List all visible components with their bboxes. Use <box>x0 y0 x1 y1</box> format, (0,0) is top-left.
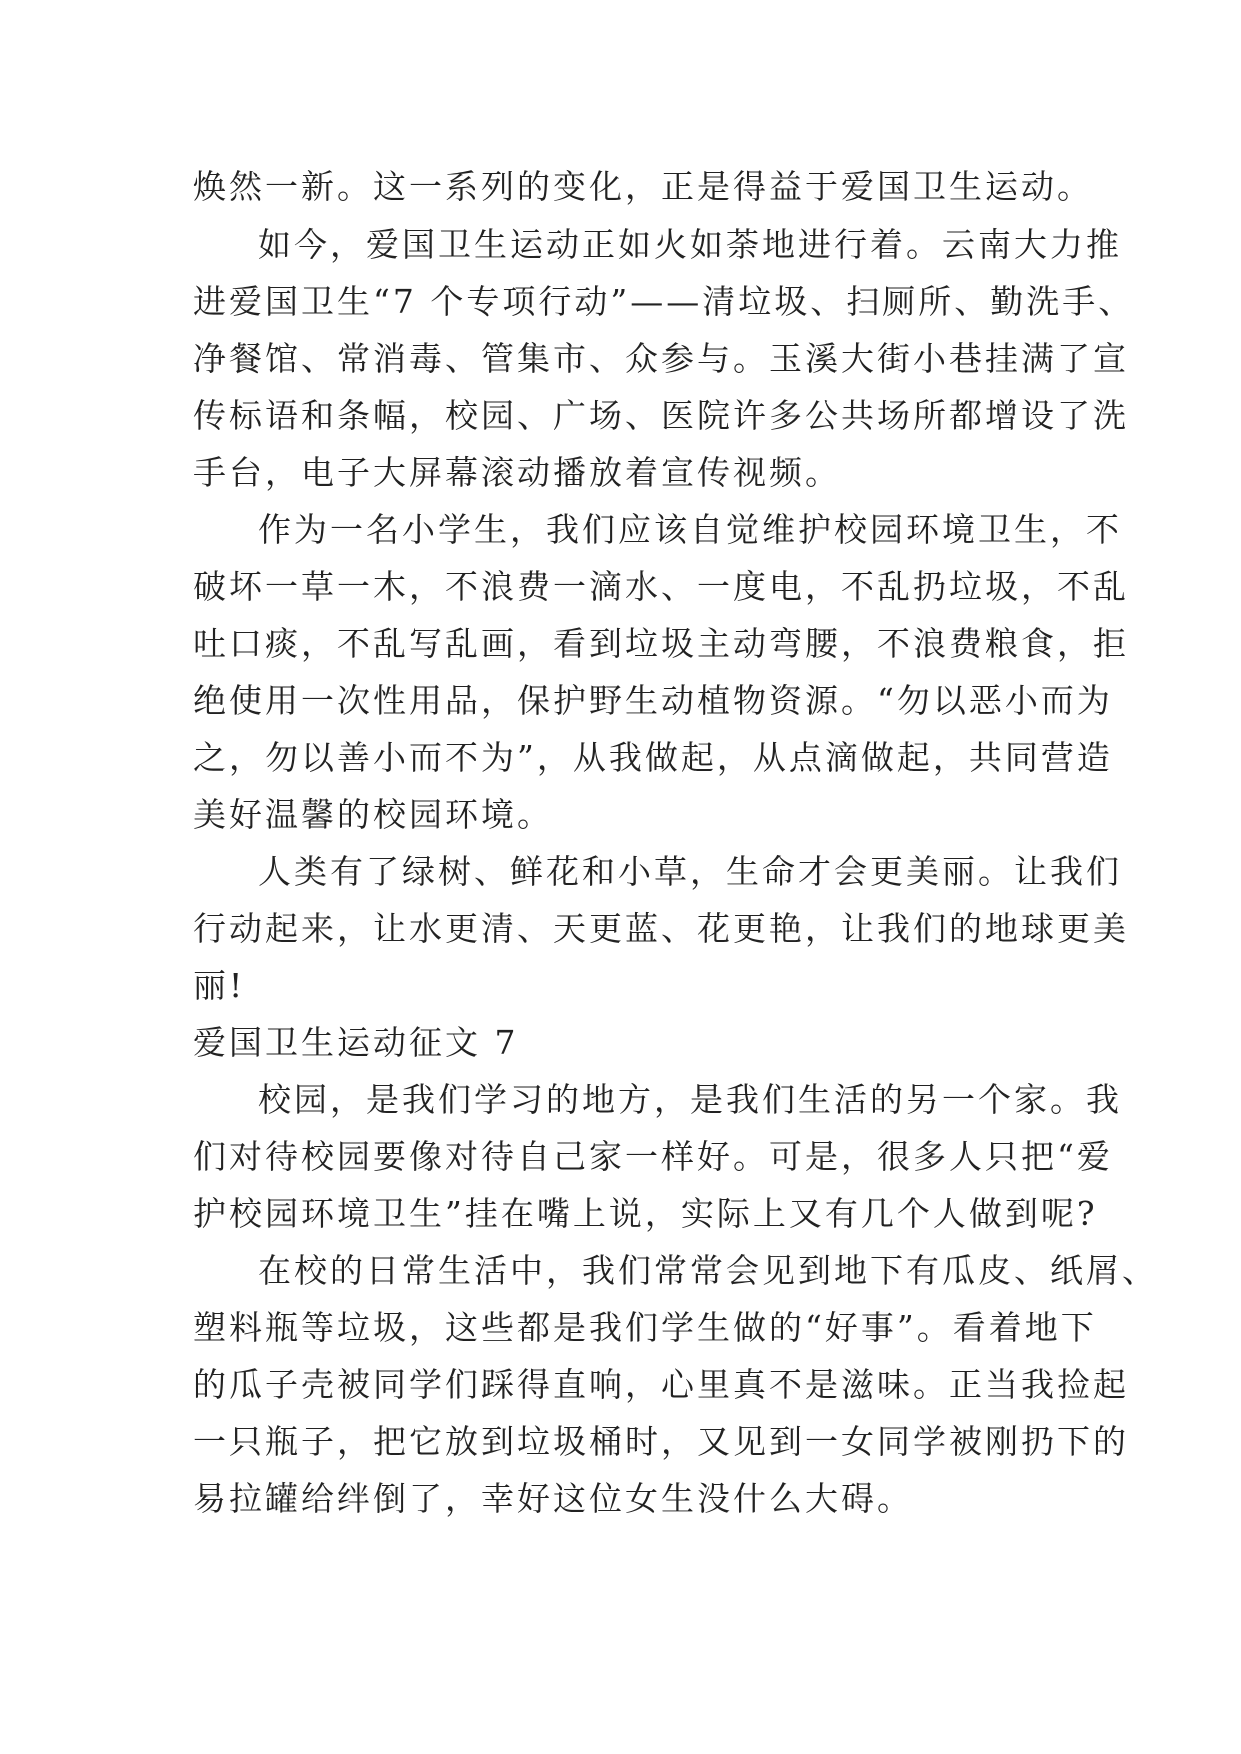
text-line: 绝使用一次性用品，保护野生动植物资源。“勿以恶小而为 <box>193 681 1113 720</box>
text-line: 手台，电子大屏幕滚动播放着宣传视频。 <box>193 453 841 492</box>
section-heading: 爱国卫生运动征文 7 <box>193 1023 519 1062</box>
text-line: 进爱国卫生“7 个专项行动”——清垃圾、扫厕所、勤洗手、 <box>193 282 1135 321</box>
text-line: 一只瓶子，把它放到垃圾桶时，又见到一女同学被刚扔下的 <box>193 1422 1129 1461</box>
paragraph-first-line: 如今，爱国卫生运动正如火如荼地进行着。云南大力推 <box>258 225 1122 264</box>
text-line: 破坏一草一木，不浪费一滴水、一度电，不乱扔垃圾，不乱 <box>193 567 1129 606</box>
paragraph-first-line: 人类有了绿树、鲜花和小草，生命才会更美丽。让我们 <box>258 852 1122 891</box>
text-line: 焕然一新。这一系列的变化，正是得益于爱国卫生运动。 <box>193 167 1093 206</box>
text-line: 护校园环境卫生”挂在嘴上说，实际上又有几个人做到呢? <box>193 1194 1098 1233</box>
paragraph-first-line: 在校的日常生活中，我们常常会见到地下有瓜皮、纸屑、 <box>258 1251 1158 1290</box>
text-line: 塑料瓶等垃圾，这些都是我们学生做的“好事”。看着地下 <box>193 1308 1097 1347</box>
text-line: 净餐馆、常消毒、管集市、众参与。玉溪大街小巷挂满了宣 <box>193 339 1129 378</box>
paragraph-first-line: 校园，是我们学习的地方，是我们生活的另一个家。我 <box>258 1080 1122 1119</box>
text-line: 们对待校园要像对待自己家一样好。可是，很多人只把“爱 <box>193 1137 1113 1176</box>
text-line: 之，勿以善小而不为”，从我做起，从点滴做起，共同营造 <box>193 738 1113 777</box>
text-line: 美好温馨的校园环境。 <box>193 795 553 834</box>
text-line: 行动起来，让水更清、天更蓝、花更艳，让我们的地球更美 <box>193 909 1129 948</box>
text-line: 的瓜子壳被同学们踩得直响，心里真不是滋味。正当我捡起 <box>193 1365 1129 1404</box>
paragraph-first-line: 作为一名小学生，我们应该自觉维护校园环境卫生，不 <box>258 510 1122 549</box>
text-line: 传标语和条幅，校园、广场、医院许多公共场所都增设了洗 <box>193 396 1129 435</box>
text-line: 易拉罐给绊倒了，幸好这位女生没什么大碍。 <box>193 1479 913 1518</box>
text-line: 丽! <box>193 966 246 1005</box>
text-line: 吐口痰，不乱写乱画，看到垃圾主动弯腰，不浪费粮食，拒 <box>193 624 1129 663</box>
